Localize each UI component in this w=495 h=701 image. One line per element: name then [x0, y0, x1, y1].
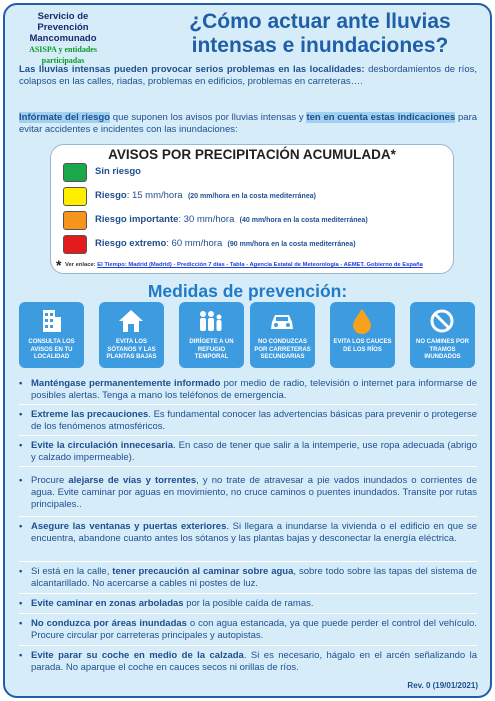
- organization-name: [13, 11, 113, 66]
- intro-p2-bold-1: Infórmate del riesgo: [19, 112, 111, 123]
- divider: [19, 645, 477, 646]
- bullet-8: • No conduzca por áreas inundadas o con agua estancada, ya que puede perder el control del vehículo. Procure circular por carreteras principales y autopistas.: [19, 618, 477, 641]
- bullet-text: por medio de radio, televisión o internet para informarse de posibles alertas. Tenga a mano los teléfonos de emergencia.: [31, 378, 477, 401]
- intro-p2-mid: que suponen los avisos por lluvias intensas y: [110, 112, 307, 123]
- bullet-5: • Asegure las ventanas y puertas exteriores. Si llegara a inundarse la vivienda o el edificio en que se encuentra, abandone cuanto antes los sótanos y las plantas bajas y desconectar la energía eléctrica.: [19, 521, 477, 544]
- bullet-text: o con agua estancada, ya que puede perder el control del vehículo. Procure circular por carreteras principales y autopistas.: [31, 618, 477, 641]
- bullet-2: • Extreme las precauciones. Es fundamental conocer las advertencias básicas para prevenir o protegerse de los fenómenos atmosféricos.: [19, 409, 477, 432]
- bullet-bold: tener precaución al caminar sobre agua: [112, 566, 294, 577]
- page-title: [155, 10, 485, 58]
- aviso-value: : 60 mm/hora: [166, 238, 223, 249]
- bullet-9: • Evite parar su coche en medio de la calzada. Si es necesario, hágalo en el arcén señalizando la parada. No aparque el coche en cauces secos ni orillas de ríos.: [19, 650, 477, 673]
- forbidden-icon: [428, 307, 456, 335]
- medidas-title: Medidas de prevención:: [147, 281, 348, 301]
- org-line-1: Servicio de Prevención: [37, 11, 89, 33]
- intro-p2-text: para evitar accidentes e incidentes con las inundaciones:: [19, 112, 478, 135]
- bullet-bold: Manténgase permanentemente informado: [31, 378, 221, 389]
- bullet-pre: Procure: [31, 475, 69, 486]
- intro-paragraph-1: [19, 64, 477, 88]
- aviso-value: : 30 mm/hora: [178, 214, 235, 225]
- poster: [3, 3, 492, 698]
- aviso-note: (90 mm/hora en la costa mediterránea): [227, 241, 356, 248]
- avisos-box: [50, 144, 454, 274]
- measure-card-refugio: [179, 302, 244, 368]
- bullet-6: • Si está en la calle, tener precaución al caminar sobre agua, sobre todo sobre las tapas del sistema de alcantarillado. No acercarse a cables ni postes de luz.: [19, 566, 477, 589]
- measure-label: DIRÍGETE A UN REFUGIO TEMPORAL: [189, 339, 234, 360]
- divider: [19, 466, 477, 467]
- org-line-3: ASISPA y entidades participadas: [29, 45, 97, 65]
- measure-card-tramos: [410, 302, 475, 368]
- orange-swatch: [63, 211, 87, 230]
- green-swatch: [63, 163, 87, 182]
- bullet-text: . Si llegara a inundarse la vivienda o el edificio en que se encuentra, abandone cuanto antes los sótanos y las plantas bajas y desconectar la energía eléctrica.: [31, 521, 477, 544]
- aemet-link[interactable]: El Tiempo: Madrid (Madrid) - Predicción 7 días - Tabla - Agencia Estatal de Meteorología - AEMET. Gobierno de España: [97, 262, 423, 268]
- aviso-note: (40 mm/hora en la costa mediterránea): [239, 217, 368, 224]
- bullet-3: • Evite la circulación innecesaria. En caso de tener que salir a la intemperie, use ropa adecuada (abrigo y calzado impermeable).: [19, 440, 477, 463]
- measure-label: CONSULTA LOS AVISOS EN TU LOCALIDAD: [28, 339, 75, 360]
- intro-paragraph-2: [19, 112, 477, 136]
- measure-card-carreteras: [250, 302, 315, 368]
- intro-p2-bold-2: ten en cuenta estas indicaciones: [306, 112, 456, 123]
- aviso-label: Sin riesgo: [95, 166, 141, 177]
- asterisk: *: [56, 257, 62, 273]
- bullet-bold: Evite la circulación innecesaria: [31, 440, 174, 451]
- measure-label: NO CONDUZCAS POR CARRETERAS SECUNDARIAS: [254, 339, 311, 360]
- bullet-bold: No conduzca por áreas inundadas: [31, 618, 187, 629]
- aviso-label: Riesgo: [95, 190, 127, 201]
- revision-label: Rev. 0 (19/01/2021): [407, 681, 478, 690]
- avisos-title: AVISOS POR PRECIPITACIÓN ACUMULADA*: [108, 147, 396, 162]
- bullet-4: • Procure alejarse de vías y torrentes, y no trate de atravesar a pie vados inundados o corrientes de agua. Evite caminar por aguas en movimiento, no cruce caminos o puentes inundados. Transite por rutas principales..: [19, 475, 478, 510]
- divider: [19, 435, 477, 436]
- bullet-text: . Si es necesario, hágalo en el arcén señalizando la parada. No aparque el coche en cauces secos ni orillas de ríos.: [31, 650, 477, 673]
- people-icon: [197, 307, 225, 335]
- bullet-pre: Si está en la calle,: [31, 566, 113, 577]
- measure-label: EVITA LOS SÓTANOS Y LAS PLANTAS BAJAS: [106, 339, 157, 360]
- house-icon: [117, 307, 145, 335]
- bullet-7: • Evite caminar en zonas arboladas por la posible caída de ramas.: [19, 598, 314, 609]
- building-icon: [37, 307, 65, 335]
- aviso-label: Riesgo extremo: [95, 238, 167, 249]
- divider: [19, 593, 477, 594]
- bullet-text: , y no trate de atravesar a pie vados inundados o corrientes de agua. Evite caminar por aguas en movimiento, no cruce caminos o puentes inundados. Transite por rutas principales..: [31, 475, 478, 510]
- title-line-2: intensas e inundaciones?: [191, 34, 449, 57]
- bullet-text: por la posible caída de ramas.: [183, 598, 314, 609]
- measure-label: NO CAMINES POR TRAMOS INUNDADOS: [415, 339, 469, 360]
- bullet-bold: alejarse de vías y torrentes: [68, 475, 197, 486]
- bullet-bold: Extreme las precauciones: [31, 409, 149, 420]
- divider: [19, 613, 477, 614]
- intro-p1-bold: Las lluvias intensas pueden provocar serios problemas en las localidades:: [19, 64, 365, 75]
- measure-card-avisos: [19, 302, 84, 368]
- measure-card-cauces: [330, 302, 395, 368]
- measure-card-sotanos: [99, 302, 164, 368]
- bullet-1: • Manténgase permanentemente informado por medio de radio, televisión o internet para informarse de posibles alertas. Tenga a mano los teléfonos de emergencia.: [19, 378, 477, 401]
- aviso-label: Riesgo importante: [95, 214, 179, 225]
- bullet-bold: Evite parar su coche en medio de la calzada: [31, 650, 244, 661]
- bullet-text: . Es fundamental conocer las advertencias básicas para prevenir o protegerse de los fenómenos atmosféricos.: [31, 409, 477, 432]
- red-swatch: [63, 235, 87, 254]
- measure-label: EVITA LOS CAUCES DE LOS RÍOS: [333, 339, 392, 353]
- link-prefix: Ver enlace:: [65, 262, 98, 268]
- divider: [19, 404, 477, 405]
- divider: [19, 561, 477, 562]
- drop-icon: [348, 307, 376, 335]
- bullet-bold: Asegure las ventanas y puertas exteriores: [31, 521, 227, 532]
- car-icon: [268, 307, 296, 335]
- bullet-text: , sobre todo sobre las tapas del sistema de alcantarillado. No acercarse a cables ni postes de luz.: [31, 566, 477, 589]
- aemet-link-line: [65, 262, 423, 268]
- bullet-text: . En caso de tener que salir a la intemperie, use ropa adecuada (abrigo y calzado impermeable).: [31, 440, 477, 463]
- aviso-value: : 15 mm/hora: [126, 190, 183, 201]
- yellow-swatch: [63, 187, 87, 206]
- aviso-note: (20 mm/hora en la costa mediterránea): [187, 193, 316, 200]
- org-line-2: Mancomunado: [29, 33, 97, 44]
- divider: [19, 516, 477, 517]
- intro-p1-text: desbordamientos de ríos, colapsos en las calles, riadas, problemas en edificios, problemas en carreteras….: [19, 64, 477, 87]
- bullet-bold: Evite caminar en zonas arboladas: [31, 598, 184, 609]
- title-line-1: ¿Cómo actuar ante lluvias: [189, 10, 451, 33]
